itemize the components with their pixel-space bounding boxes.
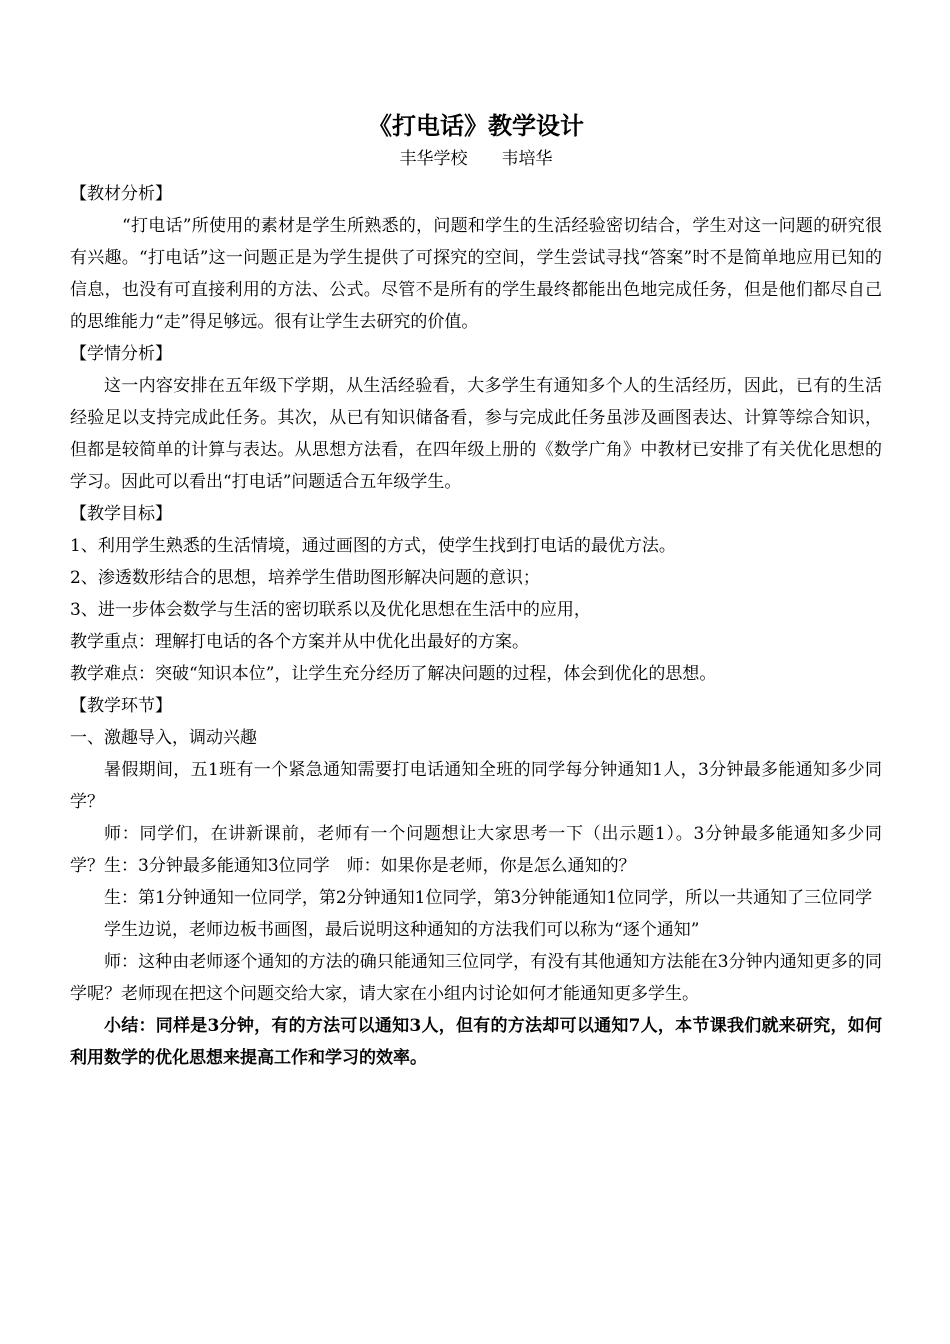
process-paragraph-5: 师：这种由老师逐个通知的方法的确只能通知三位同学，有没有其他通知方法能在3分钟内通知更多的同学呢？老师现在把这个问题交给大家，请大家在小组内讨论如何才能通知更多学生。	[70, 952, 882, 1004]
goal-item-2: 2、渗透数形结合的思想，培养学生借助图形解决问题的意识；	[70, 568, 540, 588]
goal-item-3: 3、进一步体会数学与生活的密切联系以及优化思想在生活中的应用，	[70, 600, 591, 620]
author-line	[70, 144, 882, 174]
students-analysis-text: 这一内容安排在五年级下学期，从生活经验看，大多学生有通知多个人的生活经历，因此，已有的生活经验足以支持完成此任务。其次，从已有知识储备看，参与完成此任务虽涉及画图表达、计算等综合知识，但都是较简单的计算与表达。从思想方法看，在四年级上册的《数学广角》中教材已安排了有关优化思想的学习。因此可以看出“打电话”问题适合五年级学生。	[70, 376, 882, 492]
section-heading-students: 【学情分析】	[70, 344, 172, 364]
section-heading-goals: 【教学目标】	[70, 504, 172, 524]
step-1-heading: 一、激趣导入，调动兴趣	[70, 728, 257, 748]
process-paragraph-4: 学生边说，老师边板书画图，最后说明这种通知的方法我们可以称为“逐个通知”	[104, 920, 700, 940]
document-title: 《打电话》教学设计	[368, 111, 584, 140]
author-school: 丰华学校	[399, 149, 468, 169]
key-point: 教学重点：理解打电话的各个方案并从中优化出最好的方案。	[70, 632, 529, 652]
difficult-point: 教学难点：突破“知识本位”，让学生充分经历了解决问题的过程，体会到优化的思想。	[70, 664, 717, 684]
process-paragraph-1: 暑假期间，五1班有一个紧急通知需要打电话通知全班的同学每分钟通知1人，3分钟最多能通知多少同学？	[70, 760, 882, 812]
document-page	[70, 108, 882, 1074]
section-heading-material: 【教材分析】	[70, 184, 172, 204]
summary-paragraph: 小结：同样是3分钟，有的方法可以通知3人，但有的方法却可以通知7人，本节课我们就来研究，如何利用数学的优化思想来提高工作和学习的效率。	[70, 1016, 882, 1068]
process-paragraph-2: 师：同学们，在讲新课前，老师有一个问题想让大家思考一下（出示题1）。3分钟最多能通知多少同学？生：3分钟最多能通知3位同学 师：如果你是老师，你是怎么通知的？	[70, 824, 882, 876]
goal-item-1: 1、利用学生熟悉的生活情境，通过画图的方式，使学生找到打电话的最优方法。	[70, 536, 676, 556]
material-analysis-text: “打电话”所使用的素材是学生所熟悉的，问题和学生的生活经验密切结合，学生对这一问题的研究很有兴趣。“打电话”这一问题正是为学生提供了可探究的空间，学生尝试寻找“答案”时不是简单地应用已知的信息，也没有可直接利用的方法、公式。尽管不是所有的学生最终都能出色地完成任务，但是他们都尽自己的思维能力“走”得足够远。很有让学生去研究的价值。	[70, 216, 882, 332]
author-name: 韦培华	[501, 149, 553, 169]
section-heading-process: 【教学环节】	[70, 696, 172, 716]
process-paragraph-3: 生：第1分钟通知一位同学，第2分钟通知1位同学，第3分钟能通知1位同学，所以一共通知了三位同学	[104, 888, 873, 908]
